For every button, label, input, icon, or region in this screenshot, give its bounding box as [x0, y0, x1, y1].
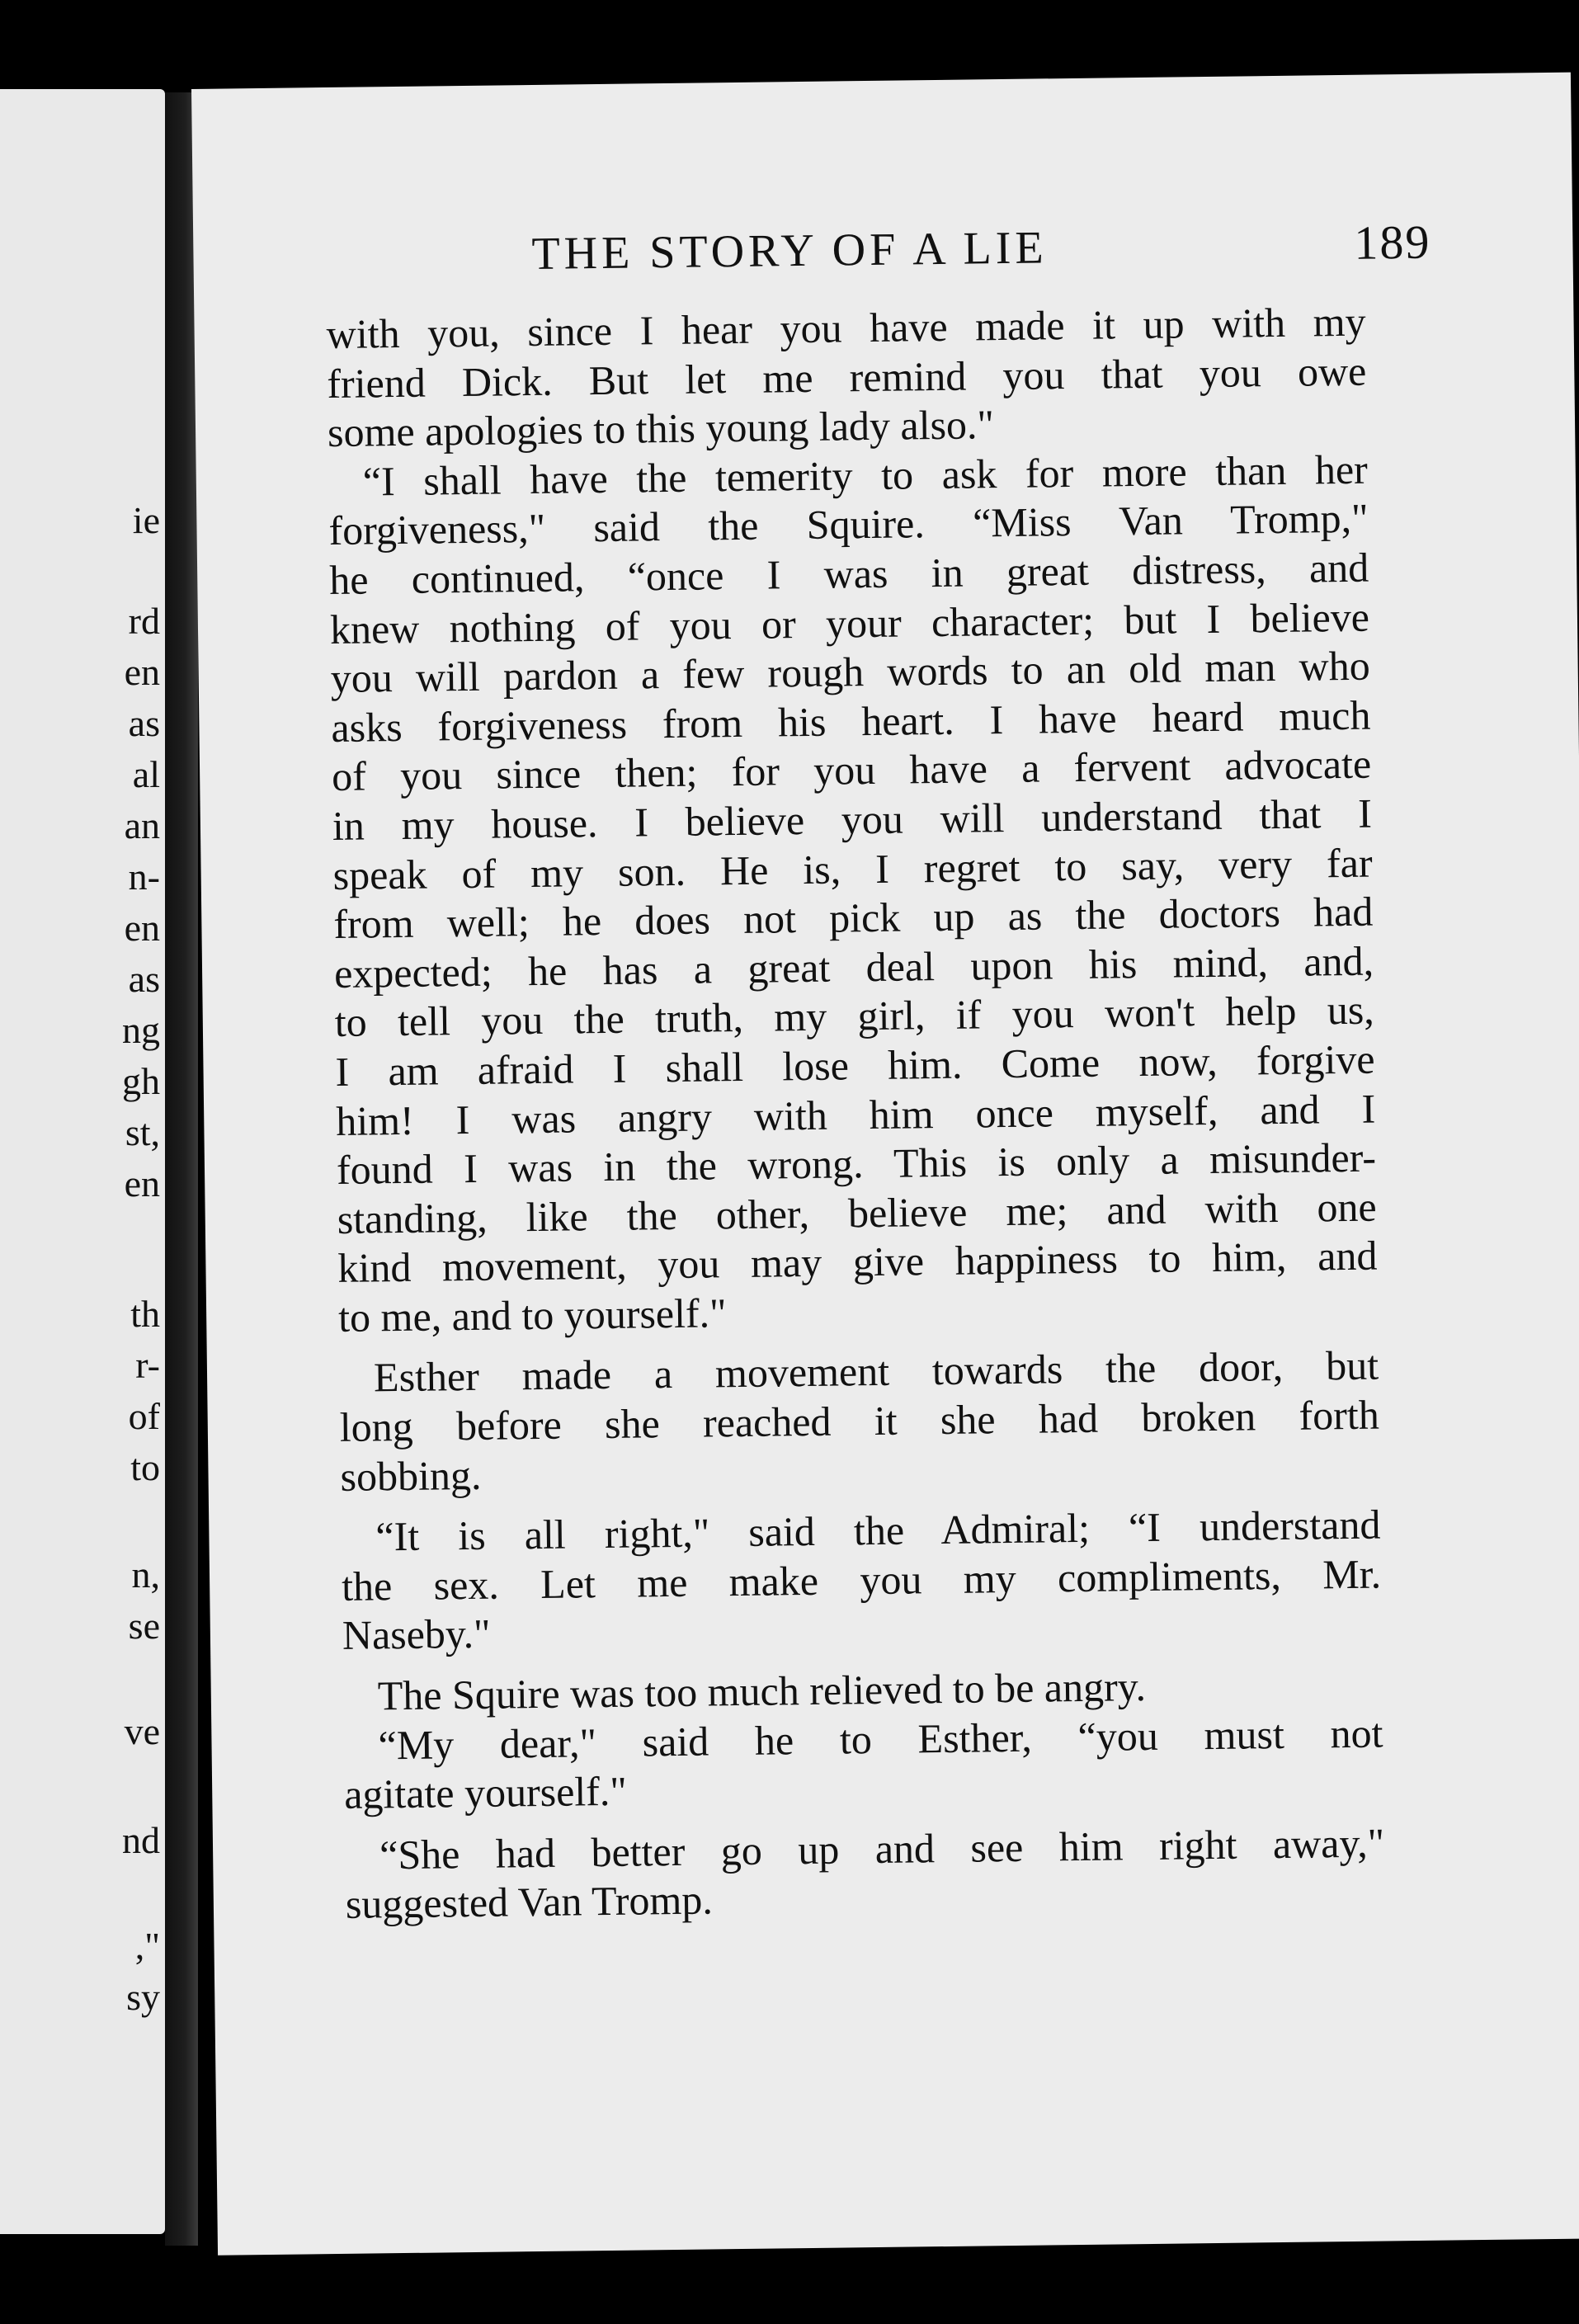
left-fragment: en	[124, 651, 160, 693]
left-fragment: ,"	[134, 1925, 160, 1967]
text-line: with you, since I hear you have made it up with my	[326, 298, 1366, 358]
text-line: asks forgiveness from his heart. I have heard much	[331, 691, 1371, 751]
left-fragment: ng	[122, 1009, 160, 1051]
text-line: The Squire was too much relieved to be angry.	[377, 1663, 1147, 1719]
left-fragment: as	[128, 702, 160, 744]
text-line: speak of my son. He is, I regret to say, very far	[332, 839, 1373, 898]
left-fragment: n,	[131, 1553, 160, 1596]
text-line: Esther made a movement towards the door, but	[373, 1342, 1379, 1401]
text-line: kind movement, you may give happiness to him, and	[337, 1232, 1378, 1292]
left-fragment: rd	[128, 600, 160, 642]
text-line: to tell you the truth, my girl, if you won't help us,	[334, 986, 1375, 1046]
text-line: agitate yourself."	[343, 1767, 628, 1818]
left-fragment: an	[124, 804, 160, 846]
text-line: forgiveness," said the Squire. “Miss Van Tromp,"	[328, 494, 1369, 554]
left-fragment: r-	[135, 1344, 160, 1386]
text-line: Naseby."	[342, 1610, 491, 1659]
text-line: the sex. Let me make you my compliments, Mr.	[341, 1550, 1382, 1610]
text-line: from well; he does not pick up as the doctors had	[333, 888, 1374, 948]
left-fragment: ve	[124, 1710, 160, 1752]
text-line: “It is all right," said the Admiral; “I understand	[375, 1501, 1381, 1560]
body-text	[326, 298, 1385, 1930]
text-line: to me, and to yourself."	[337, 1289, 727, 1341]
page-header	[531, 214, 1431, 280]
book-page	[191, 73, 1579, 2256]
text-line: “My dear," said he to Esther, “you must not	[378, 1709, 1383, 1769]
left-fragment: ie	[132, 499, 160, 541]
left-page-edge	[0, 89, 165, 2234]
text-line: “She had better go up and see him right away,"	[379, 1819, 1385, 1879]
left-fragment: to	[130, 1446, 160, 1488]
left-fragment: n-	[128, 856, 160, 898]
text-line: knew nothing of you or your character; but I believe	[329, 593, 1370, 653]
left-fragment: gh	[122, 1060, 160, 1102]
text-line: found I was in the wrong. This is only a misunder-	[336, 1134, 1377, 1194]
text-line: he continued, “once I was in great distress, and	[328, 544, 1369, 603]
left-fragment: nd	[122, 1819, 160, 1861]
text-line: some apologies to this young lady also."	[327, 401, 995, 456]
left-fragment: en	[124, 907, 160, 949]
text-line: in my house. I believe you will understand that I	[332, 790, 1373, 849]
left-fragment: se	[128, 1605, 160, 1647]
text-line: “I shall have the temerity to ask for more than her	[362, 445, 1369, 505]
book-gutter	[165, 92, 198, 2246]
text-line: long before she reached it she had broken forth	[339, 1391, 1380, 1450]
text-line: standing, like the other, believe me; and with one	[337, 1183, 1377, 1242]
left-fragment: th	[130, 1293, 160, 1335]
running-head: THE STORY OF A LIE	[531, 222, 1048, 280]
text-line: you will pardon a few rough words to an old man who	[330, 642, 1370, 702]
text-line: suggested Van Tromp.	[345, 1876, 714, 1928]
page-number: 189	[1353, 214, 1431, 270]
left-fragment: sy	[126, 1976, 160, 2018]
left-fragment: st,	[125, 1111, 160, 1153]
left-fragment: en	[124, 1162, 160, 1204]
left-fragment: of	[128, 1395, 160, 1437]
text-line: of you since then; for you have a fervent advocate	[331, 740, 1372, 800]
left-fragment: as	[128, 958, 160, 1000]
text-line: expected; he has a great deal upon his mind, and,	[333, 937, 1374, 997]
text-line: sobbing.	[340, 1451, 482, 1500]
text-line: I am afraid I shall lose him. Come now, forgive	[335, 1035, 1375, 1095]
text-line: him! I was angry with him once myself, and I	[335, 1085, 1376, 1144]
left-fragment: al	[132, 753, 160, 795]
text-line: friend Dick. But let me remind you that you owe	[327, 347, 1367, 407]
